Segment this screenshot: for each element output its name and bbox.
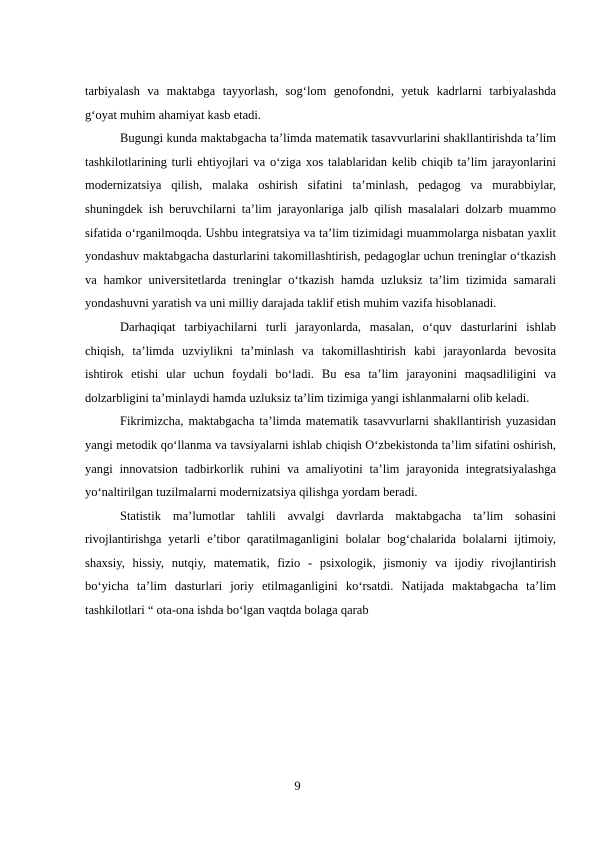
paragraph-4: Fikrimizcha, maktabgacha ta’limda matematik tasavvurlarni shakllantirish yuzasidan yangi metodik qo‘llanma va tavsiyalarni ishlab chiqish O‘zbekistonda ta’lim sifatini oshirish, yangi innovatsion tadbirkorlik ruhini va amaliyotini ta’lim jarayonida integratsiyalashga yo‘naltirilgan tuzilmalarni modernizatsiya qilishga yordam beradi. xyxy=(85,414,556,500)
paragraph-3: Darhaqiqat tarbiyachilarni turli jarayonlarda, masalan, o‘quv dasturlarini ishlab chiqish, ta’limda uzviylikni ta’minlash va takomillashtirish kabi jarayonlarda bevosita ishtirok etishi ular uchun foydali bo‘ladi. Bu esa ta’lim jarayonini maqsadliligini va dolzarbligini ta’minlaydi hamda uzluksiz ta’lim tizimiga yangi ishlanmalarni olib keladi. xyxy=(85,319,556,405)
paragraph-2: Bugungi kunda maktabgacha ta’limda matematik tasavvurlarini shakllantirishda ta’lim tashkilotlarining turli ehtiyojlari va o‘ziga xos talablaridan kelib chiqib ta’lim jarayonlarini modernizatsiya qilish, malaka oshirish sifatini ta’minlash, pedagog va murabbiylar, shuningdek ish beruvchilarni ta’lim jarayonlariga jalb qilish masalalari dolzarb muammo sifatida o‘rganilmoqda. Ushbu integratsiya va ta’lim tizimidagi muammolarga nisbatan yaxlit yondashuv maktabgacha dasturlarini takomillashtirish, pedagoglar uchun treninglar o‘tkazish va hamkor universitetlarda treninglar o‘tkazish hamda uzluksiz ta’lim tizimida samarali yondashuvni yaratish va uni milliy darajada taklif etish muhim vazifa hisoblanadi. xyxy=(85,131,556,311)
paragraph-5: Statistik ma’lumotlar tahlili avvalgi davrlarda maktabgacha ta’lim sohasini rivojlantirishga yetarli e’tibor qaratilmaganligini bolalar bog‘chalarida bolalarni ijtimoiy, shaxsiy, hissiy, nutqiy, matematik, fizio - psixologik, jismoniy va ijodiy rivojlantirish bo‘yicha ta’lim dasturlari joriy etilmaganligini ko‘rsatdi. Natijada maktabgacha ta’lim tashkilotlari “ ota-ona ishda bo‘lgan vaqtda bolaga qarab xyxy=(85,508,556,618)
page-number: 9 xyxy=(294,779,301,793)
paragraph-1: tarbiyalash va maktabga tayyorlash, sog‘lom genofondni, yetuk kadrlarni tarbiyalashda g‘oyat muhim ahamiyat kasb etadi. xyxy=(85,84,556,122)
body-text xyxy=(85,80,556,623)
